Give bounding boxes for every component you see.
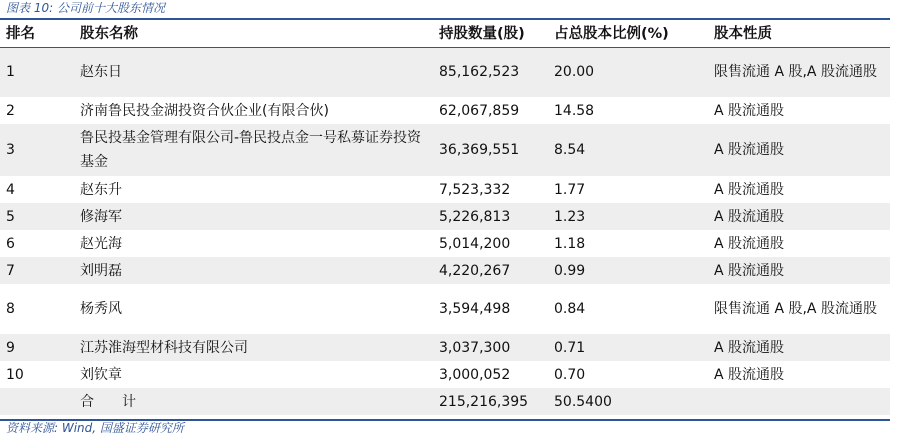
cell-name: 赵光海 xyxy=(80,235,122,252)
cell-name: 赵东日 xyxy=(80,64,122,80)
cell-type: A 股流通股 xyxy=(714,262,785,279)
table-row xyxy=(0,361,890,388)
cell-shares: 3,594,498 xyxy=(439,301,511,317)
cell-ratio: 1.77 xyxy=(554,181,586,198)
cell-rank: 5 xyxy=(6,208,15,225)
cell-name: 刘明磊 xyxy=(80,262,122,279)
cell-name: 济南鲁民投金湖投资合伙企业(有限合伙) xyxy=(80,102,329,119)
cell-type: A 股流通股 xyxy=(714,102,785,119)
header-rank: 排名 xyxy=(6,25,35,42)
cell-ratio: 0.70 xyxy=(554,366,586,383)
cell-shares: 3,000,052 xyxy=(439,366,511,383)
cell-shares: 3,037,300 xyxy=(439,339,511,356)
cell-type: A 股流通股 xyxy=(714,339,785,356)
table-row xyxy=(0,334,890,361)
figure-caption: 图表 10: 公司前十大股东情况 xyxy=(6,1,165,15)
cell-name: 合 计 xyxy=(80,393,136,410)
cell-ratio: 0.71 xyxy=(554,339,586,356)
cell-name: 鲁民投基金管理有限公司-鲁民投点金一号私募证券投资基金 xyxy=(80,130,422,170)
cell-ratio: 0.99 xyxy=(554,262,586,279)
header-shares: 持股数量(股) xyxy=(439,25,525,42)
cell-shares: 7,523,332 xyxy=(439,181,511,198)
table-header xyxy=(0,20,890,47)
table-row-total xyxy=(0,388,890,415)
table-row xyxy=(0,203,890,230)
cell-rank: 1 xyxy=(6,64,15,80)
cell-name: 江苏淮海型材科技有限公司 xyxy=(80,339,248,356)
table-row xyxy=(0,230,890,257)
cell-type: 限售流通 A 股,A 股流通股 xyxy=(714,64,877,80)
cell-ratio: 50.5400 xyxy=(554,393,612,410)
cell-shares: 36,369,551 xyxy=(439,142,520,158)
cell-type: A 股流通股 xyxy=(714,235,785,252)
table-row xyxy=(0,257,890,284)
source-note: 资料来源: Wind, 国盛证券研究所 xyxy=(6,421,184,435)
cell-rank: 3 xyxy=(6,142,15,158)
cell-type: A 股流通股 xyxy=(714,366,785,383)
cell-rank: 9 xyxy=(6,339,15,356)
cell-ratio: 1.23 xyxy=(554,208,586,225)
cell-shares: 62,067,859 xyxy=(439,102,520,119)
cell-name: 修海军 xyxy=(80,208,122,225)
cell-shares: 85,162,523 xyxy=(439,64,520,80)
cell-rank: 7 xyxy=(6,262,15,279)
header-name: 股东名称 xyxy=(80,25,138,42)
cell-shares: 5,014,200 xyxy=(439,235,511,252)
header-ratio: 占总股本比例(%) xyxy=(554,25,669,42)
cell-ratio: 8.54 xyxy=(554,142,586,158)
table-row xyxy=(0,124,890,176)
cell-ratio: 14.58 xyxy=(554,102,595,119)
cell-rank: 6 xyxy=(6,235,15,252)
table-row xyxy=(0,284,890,334)
cell-ratio: 20.00 xyxy=(554,64,595,80)
cell-name: 杨秀风 xyxy=(80,301,122,317)
header-rule xyxy=(0,47,890,48)
header-type: 股本性质 xyxy=(714,25,772,42)
cell-rank: 2 xyxy=(6,102,15,119)
cell-shares: 5,226,813 xyxy=(439,208,511,225)
table-row xyxy=(0,176,890,203)
cell-rank: 10 xyxy=(6,366,24,383)
shareholder-table xyxy=(0,20,890,415)
cell-ratio: 1.18 xyxy=(554,235,586,252)
cell-rank: 4 xyxy=(6,181,15,198)
cell-type xyxy=(708,388,890,415)
cell-shares: 215,216,395 xyxy=(439,393,529,410)
cell-name: 赵东升 xyxy=(80,181,122,198)
cell-type: A 股流通股 xyxy=(714,208,785,225)
table-row xyxy=(0,47,890,97)
table-row xyxy=(0,97,890,124)
cell-rank xyxy=(0,388,76,415)
cell-name: 刘钦章 xyxy=(80,366,122,383)
cell-ratio: 0.84 xyxy=(554,301,586,317)
cell-type: A 股流通股 xyxy=(714,142,785,158)
cell-shares: 4,220,267 xyxy=(439,262,511,279)
cell-type: 限售流通 A 股,A 股流通股 xyxy=(714,301,877,317)
cell-rank: 8 xyxy=(6,301,15,317)
cell-type: A 股流通股 xyxy=(714,181,785,198)
